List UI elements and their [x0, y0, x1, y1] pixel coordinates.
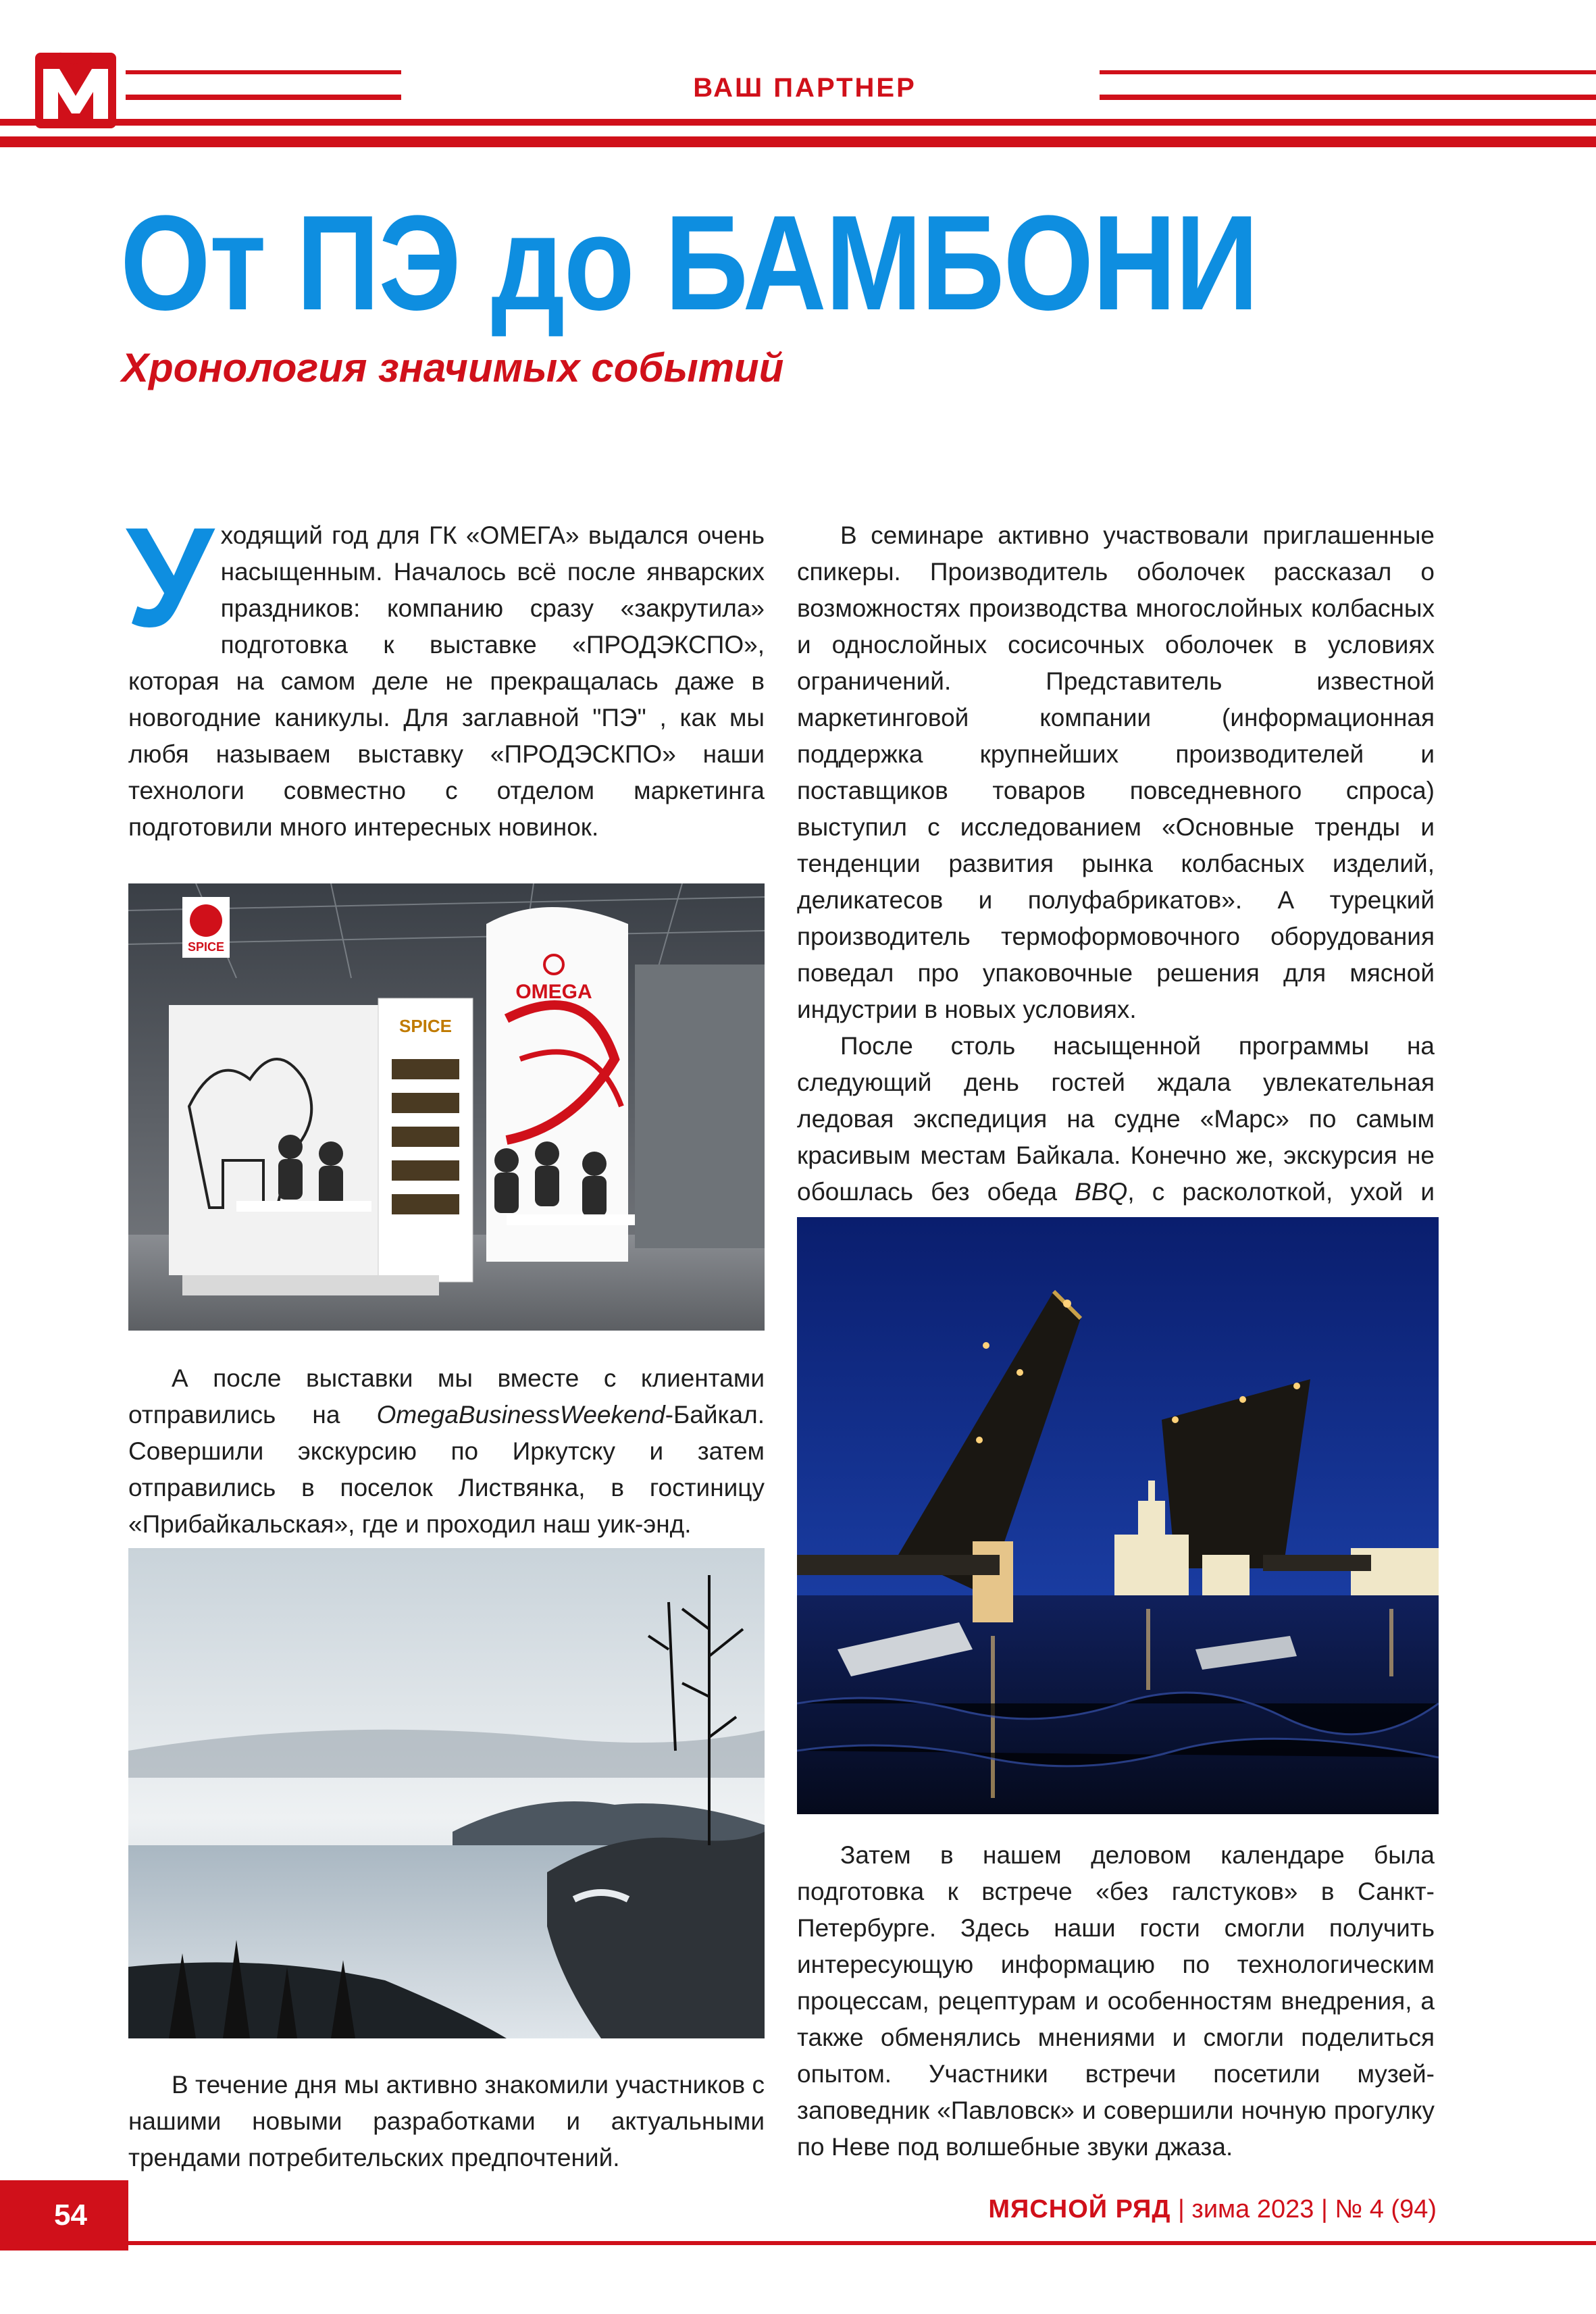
drop-cap: У — [126, 498, 214, 657]
paragraph-expedition-b: , с расколоткой, ухой и — [1127, 1178, 1435, 1206]
left-column-intro — [126, 498, 765, 846]
paragraph-weekend-em: OmegaBusinessWeekend — [376, 1401, 665, 1429]
paragraph-expedition-em: BBQ — [1075, 1178, 1128, 1206]
header-rule-full-2 — [0, 136, 1596, 147]
footer-rule — [128, 2241, 1596, 2245]
footer-magazine-credit — [988, 2195, 1437, 2224]
paragraph-seminar: В семинаре активно участвовали приглашенные спикеры. Производитель оболочек рассказал о возможностях производства многослойных колбасных и однослойных сосисочных оболочек в условиях ограничений. Представитель известной маркетинговой компании (информационная поддержка крупнейших производителей и поставщиков товаров повседневного спроса) выступил с исследованием «Основные тренды и тенденции развития рынка колбасных изделий, деликатесов и полуфабрикатов». А турецкий производитель термоформовочного оборудования поведал про упаковочные решения для мясной индустрии в новых условиях. — [797, 521, 1435, 1023]
footer-issue: | зима 2023 | № 4 (94) — [1170, 2195, 1437, 2223]
right-column-petersburg — [797, 1837, 1435, 2165]
article-title: От ПЭ до БАМБОНИ — [120, 188, 1258, 338]
section-label — [0, 73, 1596, 103]
header-rule-full-1 — [0, 119, 1596, 126]
paragraph-expedition — [797, 1028, 1435, 1247]
paragraph-weekend-a: А после выставки мы вместе с клиентами отправились на — [128, 1364, 765, 1429]
section-label-text: ВАШ ПАРТНЕР — [693, 73, 917, 103]
expo-booth-photo — [128, 883, 765, 1331]
footer-magazine-name: МЯСНОЙ РЯД — [988, 2195, 1171, 2223]
right-column-seminar — [797, 517, 1435, 1247]
paragraph-weekend-b: -Байкал. Совершили экскурсию по Иркутску и затем отправились в поселок Листвянка, в гостиницу «Прибайкальская», где и проходил наш уик-энд. — [128, 1401, 765, 1538]
left-column-weekend — [128, 1360, 765, 1543]
page-number: 54 — [0, 2180, 128, 2251]
paragraph-trends: В течение дня мы активно знакомили участников с нашими новыми разработками и актуальными трендами потребительских предпочтений. — [128, 2071, 765, 2171]
paragraph-intro: ходящий год для ГК «ОМЕГА» выдался очень насыщенным. Началось всё после январских праздников: компанию сразу «закрутила» подготовка к выставке «ПРОДЭКСПО», которая на самом деле не прекращалась даже в новогодние каникулы. Для заглавной "ПЭ" , как мы любя называем выставку «ПРОДЭСКПО» наши технологи совместно с отделом маркетинга подготовили много интересных новинок. — [128, 521, 765, 841]
left-column-trends — [128, 2067, 765, 2176]
paragraph-weekend — [128, 1360, 765, 1543]
expo-spice-sign: SPICE — [187, 940, 225, 954]
night-bridge-photo — [797, 1217, 1439, 1814]
paragraph-petersburg: Затем в нашем деловом календаре была подготовка к встрече «без галстуков» в Санкт-Петербурге. Здесь наши гости смогли получить интересующую информацию по технологическим процессам, рецептурам и особенностям внедрения, а также обменялись мнениями и смогли поделиться опытом. Участники встречи посетили музей-заповедник «Павловск» и совершили ночную прогулку по Неве под волшебные звуки джаза. — [797, 1841, 1435, 2161]
paragraph-expedition-a: После столь насыщенной программы на следующий день гостей ждала увлекательная ледовая экспедиция на судне «Марс» по самым красивым местам Байкала. Конечно же, экскурсия не обошлась без обеда — [797, 1032, 1435, 1206]
expo-side-spice-sign: SPICE — [398, 1016, 453, 1036]
expo-omega-sign: OMEGA — [515, 981, 592, 1003]
lake-baikal-photo — [128, 1548, 765, 2038]
article-subtitle: Хронология значимых событий — [122, 345, 784, 390]
